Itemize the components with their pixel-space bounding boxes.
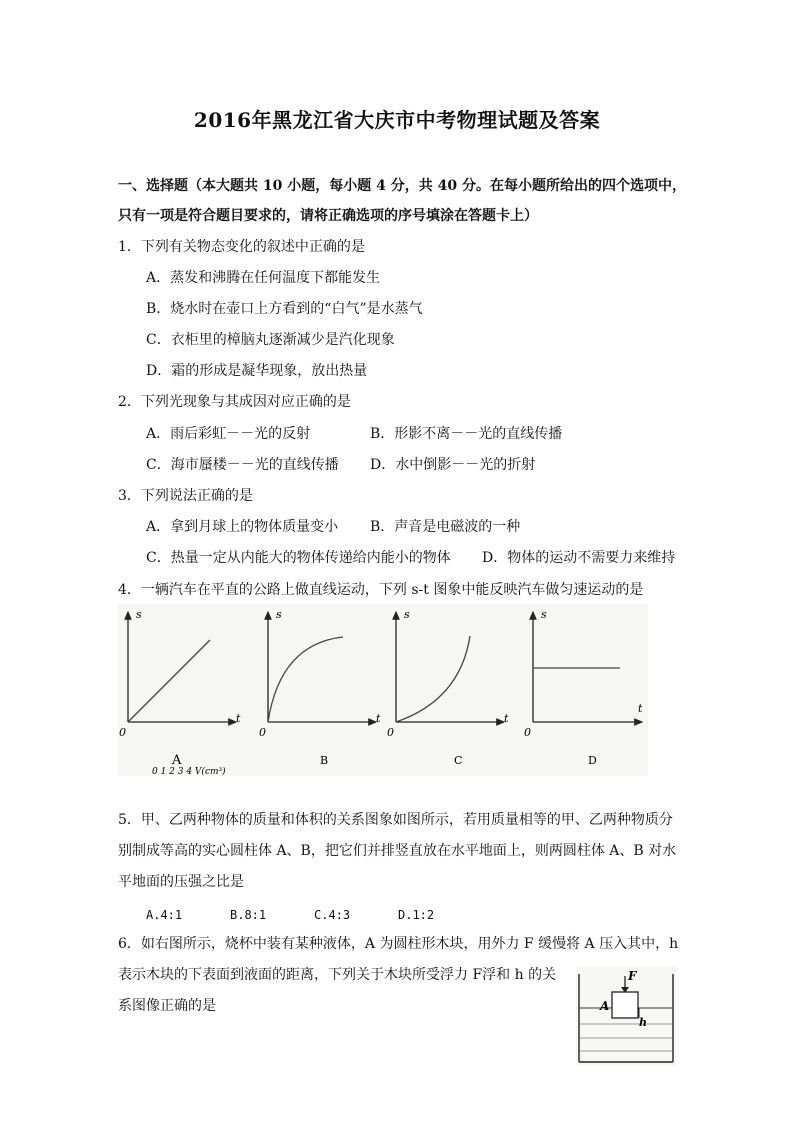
- q2-stem: 2．下列光现象与其成因对应正确的是: [118, 394, 351, 410]
- q3-option-b: B．声音是电磁波的一种: [370, 519, 521, 535]
- q2-option-d: D．水中倒影－－光的折射: [370, 457, 536, 473]
- graph-c-t-label: t: [504, 712, 509, 725]
- q1-option-b: B．烧水时在壶口上方看到的“白气”是水蒸气: [146, 301, 423, 317]
- graph-b-origin: 0: [259, 726, 266, 739]
- beaker-figure: [576, 966, 676, 1066]
- graph-a-line: [128, 640, 210, 722]
- q3-option-c: C．热量一定从内能大的物体传递给内能小的物体: [146, 550, 451, 566]
- q3-option-a: A．拿到月球上的物体质量变小: [146, 519, 339, 535]
- graph-c-curve: [396, 636, 470, 722]
- q5-option-c: C.4:3: [314, 908, 351, 922]
- q5-line2: 别制成等高的实心圆柱体 A、B，把它们并排竖直放在水平地面上，则两圆柱体 A、B 对水: [118, 843, 677, 859]
- graph-d-label: D: [588, 754, 597, 767]
- q2-option-c: C．海市蜃楼－－光的直线传播: [146, 457, 339, 473]
- q5-option-b: B.8:1: [230, 908, 267, 922]
- q5-option-a: A.4:1: [146, 908, 183, 922]
- graph-c-s-label: s: [404, 608, 410, 621]
- block-a: [612, 992, 638, 1018]
- stray-axis-text: 0 1 2 3 4 V(cm³): [152, 767, 226, 776]
- q3-option-d: D．物体的运动不需要力来维持: [482, 550, 676, 566]
- graph-a: [119, 608, 241, 776]
- q5-option-d: D.1:2: [398, 908, 435, 922]
- graph-a-s-label: s: [136, 608, 142, 621]
- q4-stem: 4．一辆汽车在平直的公路上做直线运动，下列 s-t 图象中能反映汽车做匀速运动的是: [118, 582, 644, 598]
- graph-d-t-label: t: [638, 702, 643, 715]
- q6-line1: 6．如右图所示，烧杯中装有某种液体，A 为圆柱形木块，用外力 F 缓慢将 A 压入其中，h: [118, 936, 679, 952]
- page-title: 2016年黑龙江省大庆市中考物理试题及答案: [193, 108, 601, 132]
- q2-option-a: A．雨后彩虹－－光的反射: [146, 426, 311, 442]
- st-graphs-figure: [118, 604, 648, 776]
- q5-line3: 平地面的压强之比是: [118, 874, 244, 890]
- q1-option-c: C．衣柜里的樟脑丸逐渐减少是汽化现象: [146, 332, 395, 348]
- q3-stem: 3．下列说法正确的是: [118, 488, 253, 504]
- graph-c-label: C: [454, 754, 463, 767]
- section-heading-line1: 一、选择题（本大题共 10 小题，每小题 4 分，共 40 分。在每小题所给出的四个选项中，: [118, 178, 686, 194]
- graph-b-s-label: s: [276, 608, 282, 621]
- q2-option-b: B．形影不离－－光的直线传播: [370, 426, 563, 442]
- graph-a-t-label: t: [236, 712, 241, 725]
- graph-b-curve: [268, 637, 343, 722]
- force-label: F: [628, 969, 637, 983]
- block-label: A: [600, 999, 610, 1013]
- graph-b-label: B: [320, 754, 329, 767]
- graph-b: [259, 608, 381, 767]
- q1-option-d: D．霜的形成是凝华现象，放出热量: [146, 363, 368, 379]
- section-heading-line2: 只有一项是符合题目要求的，请将正确选项的序号填涂在答题卡上）: [118, 208, 538, 224]
- q5-line1: 5．甲、乙两种物体的质量和体积的关系图象如图所示，若用质量相等的甲、乙两种物质分: [118, 812, 673, 828]
- graph-c-origin: 0: [387, 726, 394, 739]
- graph-c: [387, 608, 509, 767]
- graph-d-s-label: s: [541, 608, 547, 621]
- graph-b-t-label: t: [376, 712, 381, 725]
- q6-line2: 表示木块的下表面到液面的距离，下列关于木块所受浮力 F浮和 h 的关: [118, 967, 557, 983]
- q6-line3: 系图像正确的是: [118, 998, 216, 1014]
- graph-d-origin: 0: [524, 726, 531, 739]
- depth-label: h: [639, 1016, 647, 1029]
- graph-d: [524, 608, 643, 767]
- q1-stem: 1．下列有关物态变化的叙述中正确的是: [118, 239, 365, 255]
- q1-option-a: A．蒸发和沸腾在任何温度下都能发生: [146, 270, 381, 286]
- graph-a-origin: 0: [119, 726, 126, 739]
- graph-a-label: A: [172, 753, 182, 768]
